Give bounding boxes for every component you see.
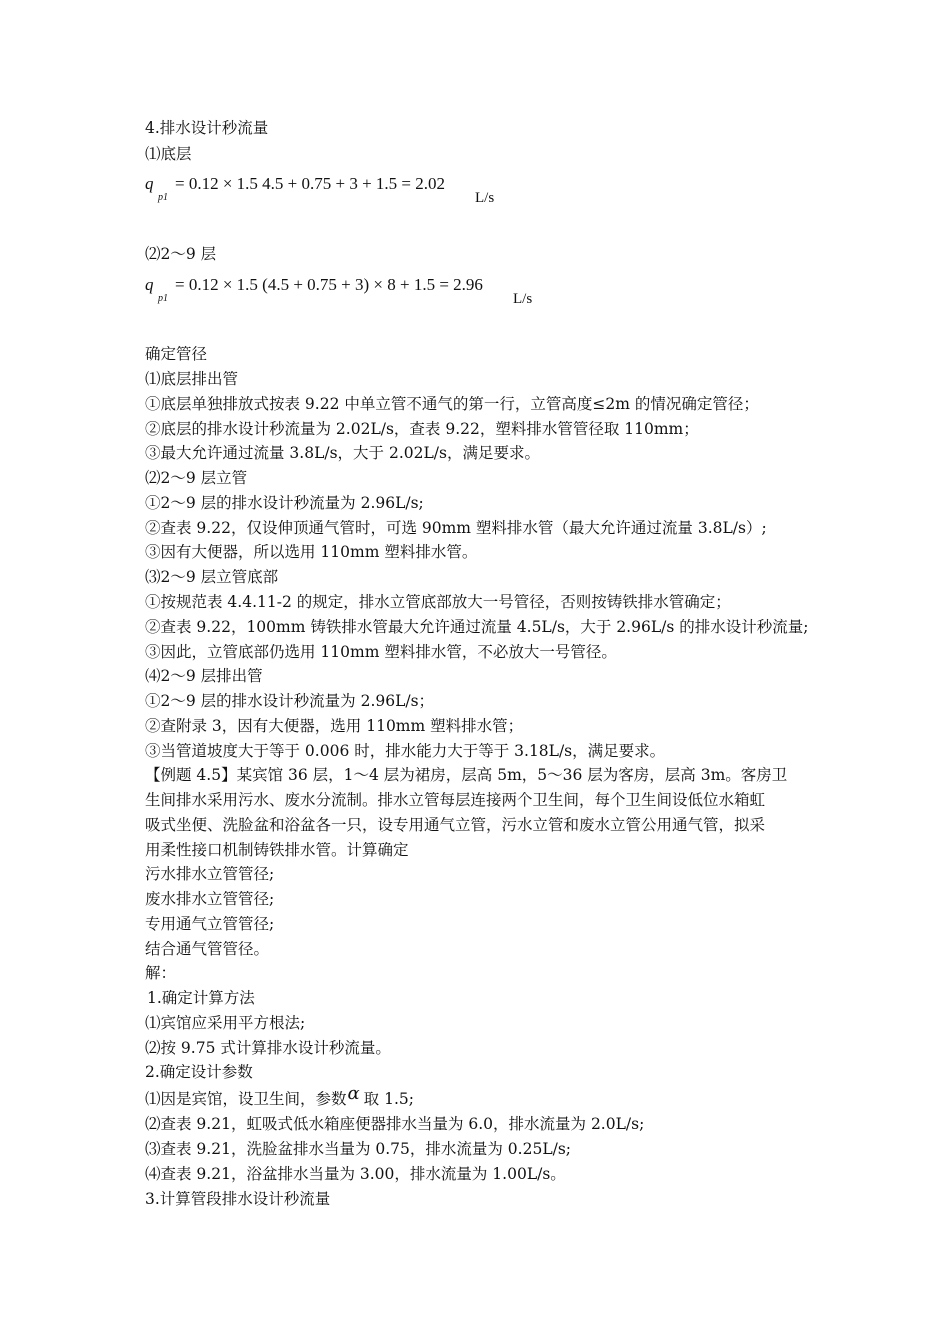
- paragraph-line: ②查表 9.22，100mm 铸铁排水管最大允许通过流量 4.5L/s，大于 2.96L/s 的排水设计秒流量;: [145, 618, 809, 636]
- alpha-text-pre: ⑴因是宾馆，设卫生间，参数: [145, 1090, 347, 1108]
- example-text: 污水排水立管管径;: [145, 865, 275, 883]
- formula-expression: = 0.12 × 1.5 (4.5 + 0.75 + 3) × 8 + 1.5 = 2.96: [175, 275, 483, 294]
- formula-symbol: q: [145, 174, 154, 193]
- item-title-outlet-2-9: ⑷2～9 层排出管: [145, 667, 263, 685]
- paragraph-line: ①按规范表 4.4.11-2 的规定，排水立管底部放大一号管径，否则按铸铁排水管确定；: [145, 593, 731, 611]
- paragraph-line-alpha: [145, 1083, 414, 1109]
- example-text: 废水排水立管管径;: [145, 890, 275, 908]
- formula-subscript: p1: [158, 192, 168, 203]
- formula-expression: = 0.12 × 1.5 4.5 + 0.75 + 3 + 1.5 = 2.02: [175, 174, 446, 193]
- example-text: 专用通气立管管径;: [145, 915, 275, 933]
- paragraph-line: ③最大允许通过流量 3.8L/s，大于 2.02L/s，满足要求。: [145, 444, 540, 462]
- alpha-symbol: α: [347, 1083, 360, 1104]
- paragraph-line: ①2～9 层的排水设计秒流量为 2.96L/s;: [145, 494, 424, 512]
- item-title-ground-outlet: ⑴底层排出管: [145, 370, 239, 388]
- paragraph-line: ⑷查表 9.21，浴盆排水当量为 3.00，排水流量为 1.00L/s。: [145, 1165, 566, 1183]
- paragraph-line: ②查附录 3，因有大便器，选用 110mm 塑料排水管；: [145, 717, 524, 735]
- example-text: 【例题 4.5】某宾馆 36 层，1～4 层为裙房，层高 5m，5～36 层为客房，层高 3m。客房卫: [145, 766, 788, 784]
- formula-unit: L/s: [513, 291, 533, 307]
- example-text: 生间排水采用污水、废水分流制。排水立管每层连接两个卫生间，每个卫生间设低位水箱虹: [145, 791, 766, 809]
- paragraph-line: ②查表 9.22，仅设伸顶通气管时，可选 90mm 塑料排水管（最大允许通过流量 3.8L/s）;: [145, 519, 767, 537]
- solution-label: 解：: [145, 964, 177, 982]
- paragraph-line: ③当管道坡度大于等于 0.006 时，排水能力大于等于 3.18L/s，满足要求。: [145, 742, 666, 760]
- item-title-riser: ⑵2～9 层立管: [145, 469, 248, 487]
- paragraph-line: ①底层单独排放式按表 9.22 中单立管不通气的第一行，立管高度≤2m 的情况确定管径；: [145, 395, 759, 413]
- formula-subscript: p1: [158, 293, 168, 304]
- section-heading-drainage-flow: 4.排水设计秒流量: [145, 119, 269, 137]
- item-title-riser-bottom: ⑶2～9 层立管底部: [145, 568, 279, 586]
- paragraph-line: ①2～9 层的排水设计秒流量为 2.96L/s；: [145, 692, 435, 710]
- alpha-text-post: 取 1.5;: [363, 1090, 414, 1108]
- example-text: 吸式坐便、洗脸盆和浴盆各一只，设专用通气立管，污水立管和废水立管公用通气管，拟采: [145, 816, 766, 834]
- subsection-floors-2-9: ⑵2～9 层: [145, 245, 217, 263]
- formula-symbol: q: [145, 275, 154, 294]
- formula-unit: L/s: [475, 190, 495, 206]
- heading-determine-pipe-diameter: 确定管径: [145, 345, 208, 363]
- subsection-ground-floor: ⑴底层: [145, 145, 192, 163]
- paragraph-line: ⑵查表 9.21，虹吸式低水箱座便器排水当量为 6.0，排水流量为 2.0L/s;: [145, 1115, 645, 1133]
- paragraph-line: ③因有大便器，所以选用 110mm 塑料排水管。: [145, 543, 478, 561]
- paragraph-line: ②底层的排水设计秒流量为 2.02L/s，查表 9.22，塑料排水管管径取 110mm；: [145, 420, 699, 438]
- example-text: 结合通气管管径。: [145, 940, 270, 958]
- step-heading-flow-calc: 3.计算管段排水设计秒流量: [145, 1190, 331, 1208]
- paragraph-line: ⑵按 9.75 式计算排水设计秒流量。: [145, 1039, 391, 1057]
- step-heading-method: 1.确定计算方法: [147, 989, 255, 1007]
- paragraph-line: ③因此，立管底部仍选用 110mm 塑料排水管，不必放大一号管径。: [145, 643, 617, 661]
- example-text: 用柔性接口机制铸铁排水管。计算确定: [145, 841, 409, 859]
- paragraph-line: ⑶查表 9.21，洗脸盆排水当量为 0.75，排水流量为 0.25L/s;: [145, 1140, 572, 1158]
- step-heading-parameters: 2.确定设计参数: [145, 1063, 253, 1081]
- paragraph-line: ⑴宾馆应采用平方根法;: [145, 1014, 306, 1032]
